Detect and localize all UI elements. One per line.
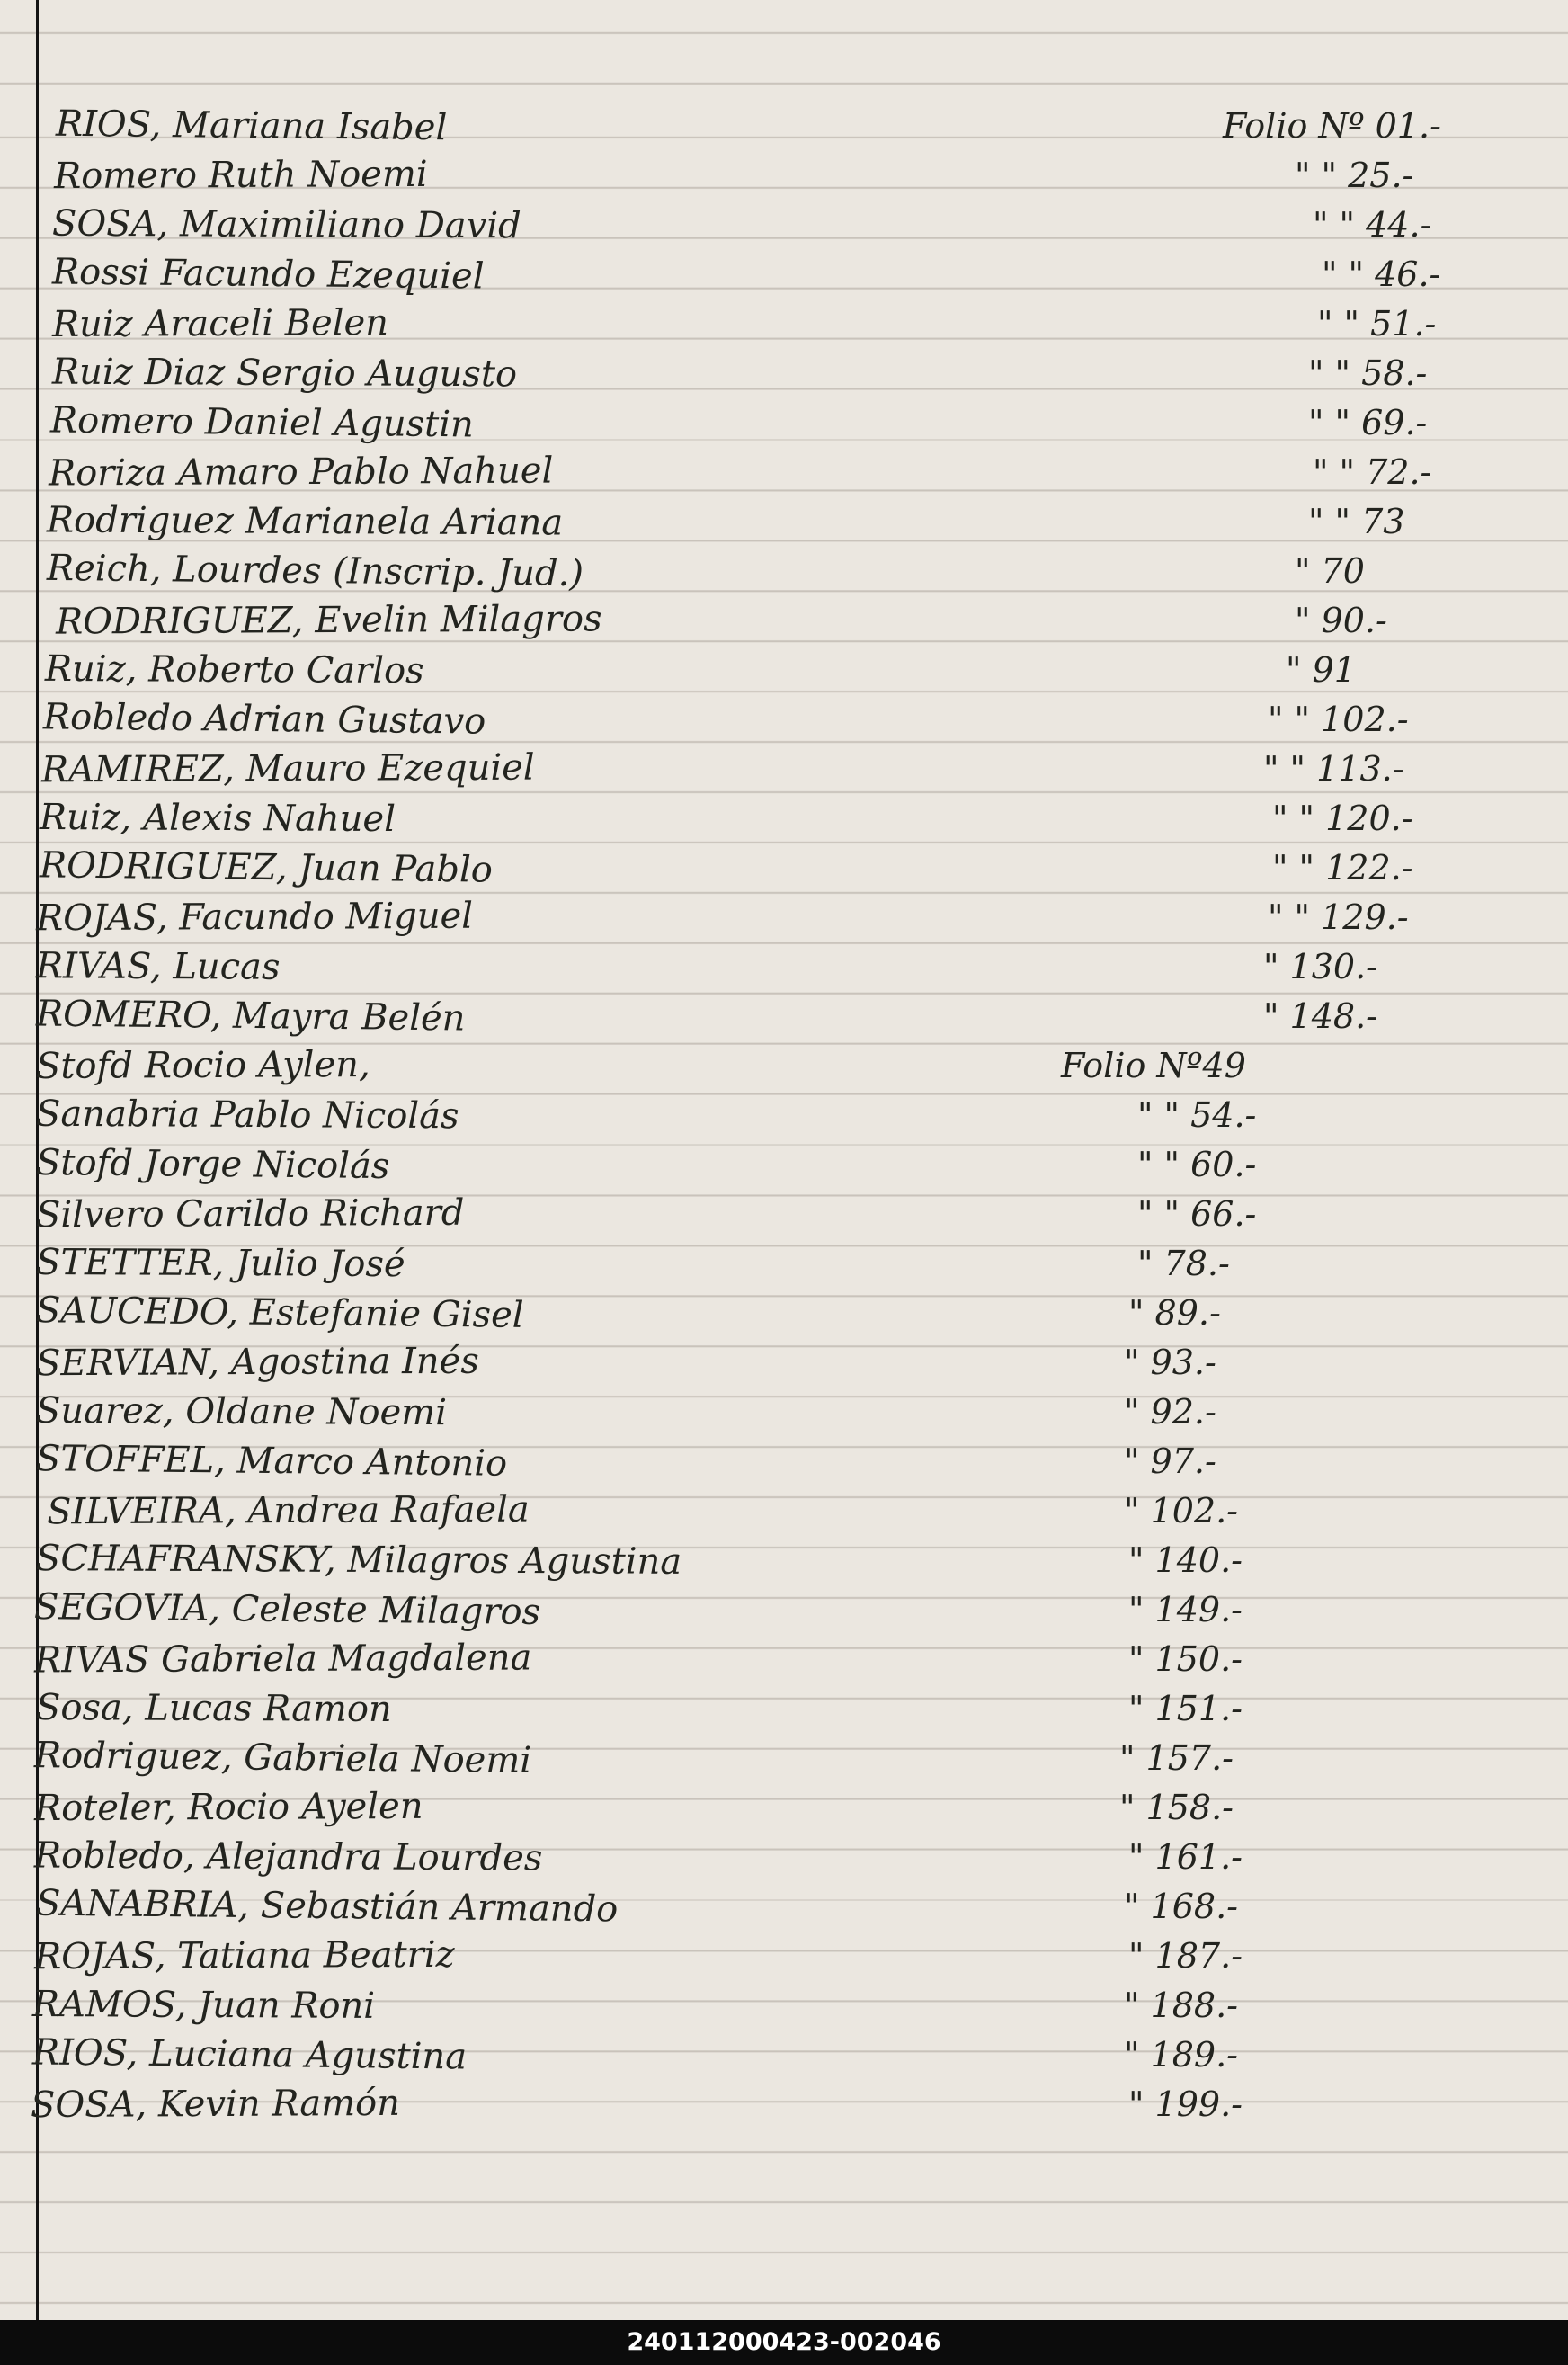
list-item: [0, 1833, 1568, 1881]
list-item: [0, 1437, 1568, 1486]
list-item: [0, 1190, 1568, 1238]
list-item: [0, 1536, 1568, 1584]
list-item: [0, 745, 1568, 793]
entry-folio: " 168.-: [1124, 1887, 1239, 1926]
entry-folio: Folio Nº 01.-: [1223, 106, 1441, 146]
entry-folio: " 91: [1286, 650, 1356, 690]
list-item: [0, 1882, 1568, 1931]
list-item: [0, 398, 1568, 447]
entry-folio: " 140.-: [1128, 1540, 1243, 1580]
entry-name: SERVIAN, Agostina Inés: [35, 1340, 479, 1385]
entry-name: Romero Daniel Agustin: [49, 399, 475, 446]
entry-name: Rossi Facundo Ezequiel: [51, 251, 485, 298]
entry-folio: " 93.-: [1124, 1343, 1216, 1382]
list-item: [0, 1140, 1568, 1189]
entry-name: Ruiz Diaz Sergio Augusto: [51, 351, 518, 396]
list-item: [0, 1585, 1568, 1634]
list-item: [0, 1486, 1568, 1535]
list-item: [0, 102, 1568, 150]
list-item: [0, 1783, 1568, 1832]
entry-folio: " 188.-: [1124, 1986, 1239, 2025]
entry-name: RODRIGUEZ, Juan Pablo: [39, 844, 494, 891]
entry-name: ROMERO, Mayra Belén: [35, 993, 466, 1040]
entry-name: Ruiz, Roberto Carlos: [44, 647, 424, 692]
entry-folio: " " 113.-: [1263, 749, 1404, 789]
entry-name: Robledo Adrian Gustavo: [42, 696, 486, 743]
entry-folio: " " 120.-: [1272, 799, 1413, 838]
entry-folio: " 102.-: [1124, 1491, 1239, 1531]
entry-name: Romero Ruth Noemi: [53, 153, 428, 198]
entry-name: Ruiz, Alexis Nahuel: [39, 796, 396, 841]
list-item: [0, 1239, 1568, 1288]
entry-folio: " " 72.-: [1313, 452, 1432, 492]
entry-folio: " " 66.-: [1137, 1194, 1257, 1234]
entry-folio: " 199.-: [1128, 2084, 1243, 2124]
list-item: [0, 2030, 1568, 2079]
entry-name: SANABRIA, Sebastián Armando: [35, 1882, 619, 1931]
entry-folio: " 189.-: [1124, 2035, 1239, 2075]
entry-name: SEGOVIA, Celeste Milagros: [33, 1586, 541, 1633]
entry-name: SOSA, Kevin Ramón: [30, 2082, 401, 2127]
entry-name: RIVAS, Lucas: [35, 945, 281, 988]
entry-name: Robledo, Alejandra Lourdes: [33, 1834, 543, 1879]
entry-name: STOFFEL, Marco Antonio: [35, 1438, 508, 1485]
list-item: [0, 1932, 1568, 1980]
list-item: [0, 992, 1568, 1040]
entry-name: Roriza Amaro Pablo Nahuel: [48, 450, 554, 495]
entry-name: Ruiz Araceli Belen: [51, 302, 389, 345]
entry-name: Sosa, Lucas Ramon: [35, 1686, 392, 1731]
entry-name: RIOS, Mariana Isabel: [55, 103, 448, 149]
entry-folio: " " 58.-: [1308, 353, 1428, 393]
list-item: [0, 151, 1568, 200]
list-item: [0, 1388, 1568, 1436]
entry-name: RIVAS Gabriela Magdalena: [33, 1637, 532, 1682]
list-item: [0, 349, 1568, 397]
entry-name: ROJAS, Tatiana Beatriz: [33, 1933, 455, 1978]
list-item: [0, 893, 1568, 942]
entry-folio: " 149.-: [1128, 1590, 1243, 1629]
entry-folio: " 92.-: [1124, 1392, 1216, 1432]
entry-folio: " " 54.-: [1137, 1095, 1257, 1135]
entry-folio: " 161.-: [1128, 1837, 1243, 1877]
entry-folio: " " 51.-: [1317, 304, 1437, 344]
list-item: [0, 1734, 1568, 1782]
list-item: [0, 596, 1568, 645]
entry-folio: " 187.-: [1128, 1936, 1243, 1976]
entry-name: SAUCEDO, Estefanie Gisel: [35, 1290, 524, 1336]
entry-name: Roteler, Rocio Ayelen: [33, 1785, 423, 1830]
entry-folio: Folio Nº49: [1061, 1046, 1246, 1085]
entry-folio: " 70: [1295, 551, 1365, 591]
list-item: [0, 646, 1568, 694]
entry-folio: " 89.-: [1128, 1293, 1221, 1333]
entry-folio: " 97.-: [1124, 1441, 1216, 1481]
entry-folio: " " 25.-: [1295, 156, 1414, 195]
entry-folio: " 151.-: [1128, 1689, 1243, 1728]
entry-folio: " 148.-: [1263, 996, 1378, 1036]
entry-name: SILVEIRA, Andrea Rafaela: [46, 1488, 530, 1533]
entry-folio: " 78.-: [1137, 1244, 1230, 1283]
entry-folio: " " 46.-: [1322, 254, 1441, 294]
entry-name: RIOS, Luciana Agustina: [31, 2031, 468, 2078]
list-item: [0, 1091, 1568, 1139]
entry-folio: " 130.-: [1263, 947, 1378, 986]
entry-name: STETTER, Julio José: [35, 1241, 405, 1286]
document-id-footer: 240112000423-002046: [0, 2320, 1568, 2365]
entry-folio: " 150.-: [1128, 1639, 1243, 1679]
list-item: [0, 1635, 1568, 1683]
entry-folio: " " 69.-: [1308, 403, 1428, 442]
entry-name: Sanabria Pablo Nicolás: [35, 1093, 459, 1138]
entry-name: RAMOS, Juan Roni: [31, 1984, 376, 2027]
list-item: [0, 1338, 1568, 1387]
entry-folio: " 157.-: [1119, 1738, 1234, 1778]
list-item: [0, 547, 1568, 595]
entry-folio: " " 129.-: [1268, 897, 1409, 937]
entry-folio: " 158.-: [1119, 1788, 1234, 1827]
entry-name: RODRIGUEZ, Evelin Milagros: [55, 598, 602, 643]
list-item: [0, 695, 1568, 744]
list-item: [0, 448, 1568, 496]
entry-folio: " " 102.-: [1268, 700, 1409, 739]
entry-name: Silvero Carildo Richard: [35, 1191, 465, 1236]
entry-folio: " 90.-: [1295, 601, 1387, 640]
entry-name: Reich, Lourdes (Inscrip. Jud.): [46, 547, 584, 595]
entry-name: SOSA, Maximiliano David: [51, 202, 521, 247]
entry-name: Rodriguez Marianela Ariana: [46, 499, 564, 544]
list-item: [0, 2080, 1568, 2128]
list-item: [0, 1289, 1568, 1337]
list-item: [0, 250, 1568, 299]
entry-name: Rodriguez, Gabriela Noemi: [33, 1735, 532, 1781]
list-item: [0, 299, 1568, 348]
list-item: [0, 843, 1568, 892]
entry-name: Stofd Rocio Aylen,: [35, 1044, 370, 1087]
entry-name: Suarez, Oldane Noemi: [35, 1389, 448, 1434]
list-item: [0, 1981, 1568, 2030]
entry-name: ROJAS, Facundo Miguel: [35, 895, 474, 940]
entry-folio: " " 60.-: [1137, 1145, 1257, 1184]
entry-name: Stofd Jorge Nicolás: [35, 1141, 390, 1188]
entry-folio: " " 122.-: [1272, 848, 1413, 888]
entry-name: RAMIREZ, Mauro Ezequiel: [40, 746, 535, 791]
list-item: [0, 1684, 1568, 1733]
list-item: [0, 497, 1568, 546]
list-item: [0, 942, 1568, 991]
list-item: [0, 794, 1568, 843]
list-item: [0, 201, 1568, 249]
list-item: [0, 1041, 1568, 1090]
entry-folio: " " 73: [1308, 502, 1405, 541]
entry-name: SCHAFRANSKY, Milagros Agustina: [35, 1538, 682, 1583]
entry-folio: " " 44.-: [1313, 205, 1432, 245]
